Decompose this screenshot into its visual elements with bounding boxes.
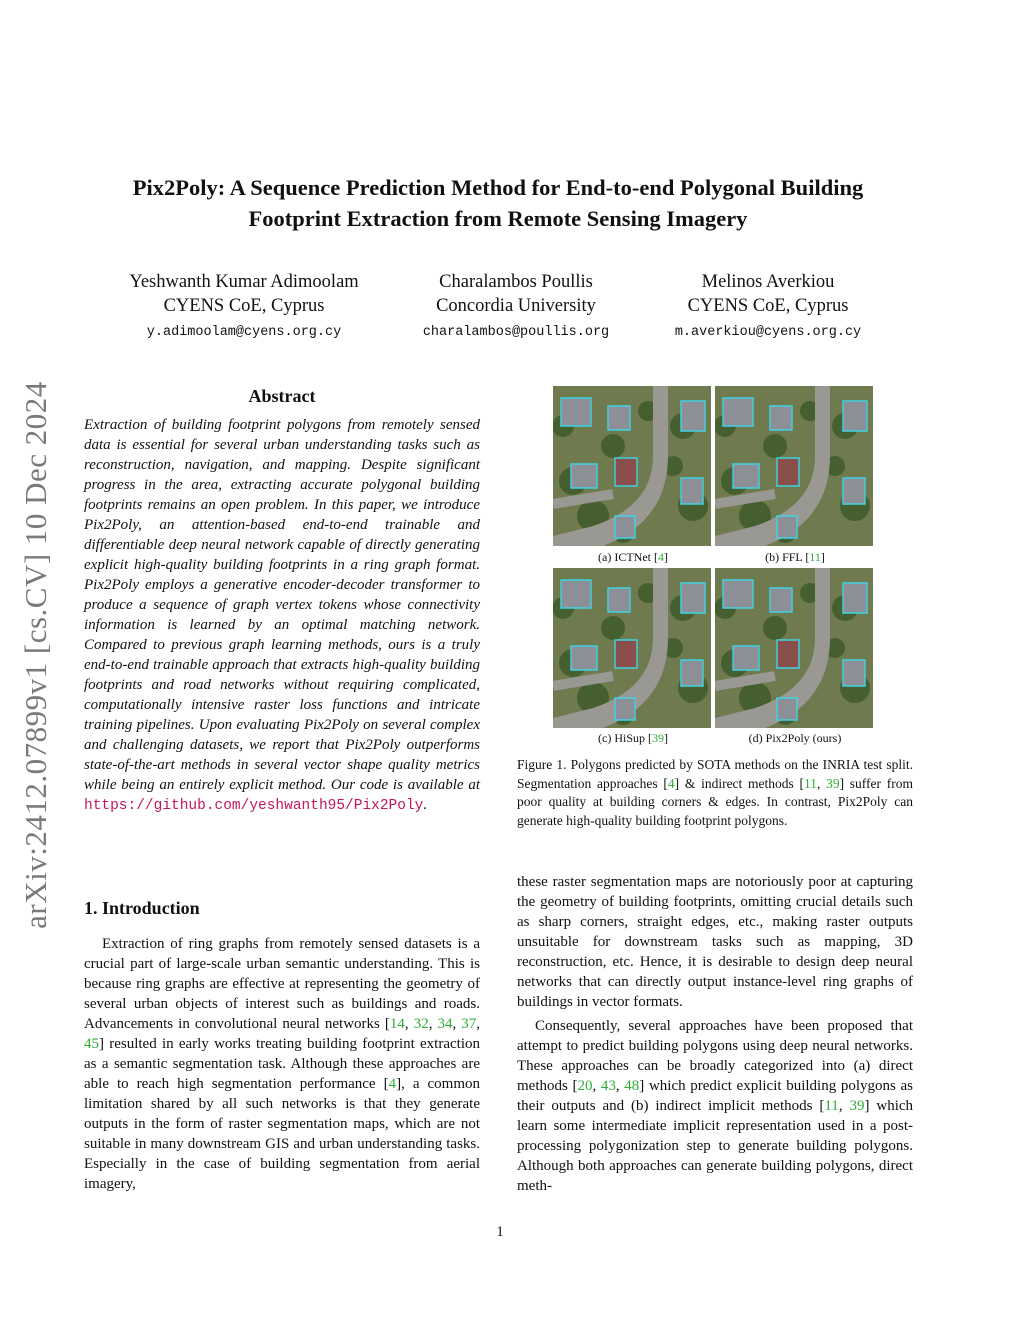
citation-link[interactable]: 4 <box>667 775 675 791</box>
page-number: 1 <box>496 1224 504 1240</box>
building-roof <box>843 478 865 504</box>
citation-link[interactable]: 4 <box>657 550 664 564</box>
citation-link[interactable]: 45 <box>84 1036 99 1052</box>
caption-text: Figure 1. Polygons predicted by SOTA methods on the INRIA test split. Segmentation approaches [ <box>517 757 913 791</box>
building-roof <box>615 640 637 668</box>
citation-link[interactable]: 4 <box>388 1076 397 1092</box>
caption-text: ] & indirect methods [ <box>674 775 804 791</box>
text-span: ], a common limitation shared by all such networks is that they generate outputs in the form of raster segmentation maps, which are not suitable in many downstream GIS and urban understanding tasks. Especially in the case of building segmentation from aerial imagery, <box>84 1076 481 1192</box>
introduction-text <box>84 934 480 1194</box>
tree-canopy <box>763 434 787 458</box>
title-line-2: Footprint Extraction from Remote Sensing Imagery <box>248 206 748 231</box>
building-roof <box>777 640 799 668</box>
subcaption-b <box>715 550 875 565</box>
building-roof <box>561 580 591 608</box>
building-roof <box>615 698 635 720</box>
citation-link[interactable]: 39 <box>826 775 840 791</box>
text-span: ] which predict explicit building polygons as their outputs and (b) indirect implicit methods [ <box>517 1078 913 1114</box>
tree-canopy <box>601 616 625 640</box>
body-paragraph: these raster segmentation maps are notoriously poor at capturing the geometry of building footprints, omitting crucial details such as sharp corners, straight edges, etc., making raster outputs unsuitable for downstream tasks such as mapping, 3D reconstruction, etc. Hence, it is desirable to design deep neural networks that can directly output instance-level ring graphs of buildings in vector formats. <box>517 874 913 1010</box>
abstract-body: Extraction of building footprint polygons from remotely sensed data is essential for several urban understanding tasks such as reconstruction, navigation, and mapping. Despite significant progress in the area, extracting accurate polygonal building footprints remains an open problem. In this paper, we introduce Pix2Poly, an attention-based end-to-end trainable and differentiable deep neural network capable of directly generating explicit high-quality building footprints in a ring graph format. Pix2Poly employs a generative encoder-decoder transformer to produce a sequence of graph vertex tokens whose connectivity information is learned by an optimal matching network. Compared to previous graph learning methods, ours is a truly end-to-end trainable approach that extracts high-quality building footprints and road networks without requiring complicated, computationally intensive raster loss functions and intricate training pipelines. Upon evaluating Pix2Poly on several complex and challenging datasets, we report that Pix2Poly outperforms state-of-the-art methods in several vector shape quality metrics while being an entirely explicit method. Our code is available at <box>84 417 480 793</box>
building-roof <box>571 464 597 488</box>
citation-link[interactable]: 11 <box>809 550 821 564</box>
citation-link[interactable]: 39 <box>652 731 664 745</box>
subcaption-label: (b) FFL [ <box>765 550 810 564</box>
abstract-heading: Abstract <box>248 386 316 406</box>
arxiv-identifier: arXiv:2412.07899v1 [cs.CV] 10 Dec 2024 <box>18 381 53 929</box>
building-roof <box>723 398 753 426</box>
aerial-panel-c <box>553 568 711 728</box>
text-span: Consequently, several approaches have been proposed that attempt to predict building polygons using deep neural networks. These approaches can be broadly categorized into (a) direct methods [ <box>517 1018 913 1094</box>
building-roof <box>571 646 597 670</box>
citation-link[interactable]: 34 <box>437 1016 453 1032</box>
subcaption-tail: ] <box>820 550 825 564</box>
code-link[interactable]: https://github.com/yeshwanth95/Pix2Poly <box>84 798 424 814</box>
author-name: Melinos Averkiou <box>701 272 835 292</box>
building-roof <box>843 660 865 686</box>
author-affiliation: Concordia University <box>436 296 596 316</box>
building-roof <box>615 516 635 538</box>
subcaption-c <box>553 731 713 746</box>
author-block-1 <box>94 270 394 345</box>
building-roof <box>843 583 867 613</box>
aerial-panel-b <box>714 386 873 546</box>
body-paragraph: Consequently, several approaches have been proposed that attempt to predict building polygons using deep neural networks. These approaches can be broadly categorized into (a) direct methods [20, 43, 48] which predict explicit building polygons as their outputs and (b) indirect implicit methods [11, 39] which learn some intermediate implicit representation used in a post-processing polygonization step to generate building polygons. Although both approaches can generate building polygons, direct meth- <box>517 1018 914 1194</box>
building-roof <box>608 406 630 430</box>
subcaption-label: (d) Pix2Poly (ours) <box>748 731 842 745</box>
citation-link[interactable]: 20 <box>577 1078 593 1094</box>
author-name: Charalambos Poullis <box>439 272 593 292</box>
building-roof <box>733 464 759 488</box>
building-roof <box>777 698 797 720</box>
citation-link[interactable]: 11 <box>824 1098 839 1114</box>
caption-text: ] suffer from poor quality at building corners & edges. In contrast, Pix2Poly can generate high-quality building footprint polygons. <box>517 775 913 828</box>
paper-title <box>90 172 906 234</box>
building-roof <box>843 401 867 431</box>
building-roof <box>733 646 759 670</box>
intro-paragraph: Extraction of ring graphs from remotely sensed datasets is a crucial part of large-scale urban semantic understanding. This is because ring graphs are effective at representing the geometry of several urban objects of interest such as buildings and roads. Advancements in convolutional neural networks [14, 32, 34, 37, 45] resulted in early works treating building footprint extraction as a semantic segmentation task. Although these approaches are able to reach high segmentation performance [4], a common limitation shared by all such networks is that they generate outputs in the form of raster segmentation maps, which are not suitable in many downstream GIS and urban understanding tasks. Especially in the case of building segmentation from aerial imagery, <box>84 936 481 1192</box>
subcaption-label: (a) ICTNet [ <box>598 550 658 564</box>
author-affiliation: CYENS CoE, Cyprus <box>687 296 849 316</box>
citation-link[interactable]: 39 <box>849 1098 865 1114</box>
author-email[interactable]: m.averkiou@cyens.org.cy <box>674 325 862 340</box>
figure-caption: Figure 1. Polygons predicted by SOTA methods on the INRIA test split. Segmentation approaches [4] & indirect methods [11, 39] suffer from poor quality at building corners & edges. In contrast, Pix2Poly can generate high-quality building footprint polygons. <box>517 757 913 828</box>
subcaption-label: (c) HiSup [ <box>598 731 652 745</box>
citation-link[interactable]: 32 <box>413 1016 429 1032</box>
text-span: Extraction of ring graphs from remotely sensed datasets is a crucial part of large-scale urban semantic understanding. This is because ring graphs are effective at representing the geometry of several urban objects of interest such as buildings and roads. Advancements in convolutional neural networks [ <box>84 936 480 1032</box>
author-email[interactable]: charalambos@poullis.org <box>422 325 610 340</box>
building-roof <box>681 401 705 431</box>
citation-link[interactable]: 48 <box>624 1078 640 1094</box>
author-block-3 <box>618 270 918 345</box>
aerial-panel-a <box>553 386 711 546</box>
subcaption-d <box>715 731 875 746</box>
tree-canopy <box>601 434 625 458</box>
citation-link[interactable]: 11 <box>803 775 817 791</box>
subcaption-tail: ] <box>664 731 668 745</box>
building-roof <box>681 583 705 613</box>
building-roof <box>608 588 630 612</box>
building-roof <box>770 406 792 430</box>
title-line-1: Pix2Poly: A Sequence Prediction Method for End-to-end Polygonal Building <box>132 175 864 200</box>
introduction-heading: 1. Introduction <box>84 898 200 918</box>
abstract-text: Extraction of building footprint polygons from remotely sensed data is essential for several urban understanding tasks such as reconstruction, navigation, and mapping. Despite significant progress in the area, extracting accurate polygonal building footprints remains an open problem. In this paper, we introduce Pix2Poly, an attention-based end-to-end trainable and differentiable deep neural network capable of directly generating explicit high-quality building footprints in a ring graph format. Pix2Poly employs a generative encoder-decoder transformer to produce a sequence of graph vertex tokens whose connectivity information is learned by an optimal matching network. Compared to previous graph learning methods, ours is a truly end-to-end trainable approach that extracts high-quality building footprints and road networks without requiring complicated, computationally intensive raster loss functions and intricate training pipelines. Upon evaluating Pix2Poly on several complex and challenging datasets, we report that Pix2Poly outperforms state-of-the-art methods in several vector shape quality metrics while being an entirely explicit method. Our code is available at https://github.com/yeshwanth95/Pix2Poly. <box>84 417 480 814</box>
aerial-panel-d <box>714 568 873 728</box>
building-roof <box>561 398 591 426</box>
building-roof <box>723 580 753 608</box>
building-roof <box>681 660 703 686</box>
author-affiliation: CYENS CoE, Cyprus <box>163 296 325 316</box>
building-roof <box>615 458 637 486</box>
building-roof <box>777 458 799 486</box>
building-roof <box>770 588 792 612</box>
right-column-text <box>517 872 913 1200</box>
text-span: ] which learn some intermediate implicit representation used in a post-processing polygonization step to generate building polygons. Although both approaches can generate building polygons, direct meth- <box>517 1098 914 1194</box>
tree-canopy <box>763 616 787 640</box>
citation-link[interactable]: 43 <box>600 1078 616 1094</box>
citation-link[interactable]: 37 <box>461 1016 477 1032</box>
building-roof <box>777 516 797 538</box>
author-email[interactable]: y.adimoolam@cyens.org.cy <box>146 325 342 340</box>
text-span: ] resulted in early works treating building footprint extraction as a semantic segmentation task. Although these approaches are able to reach high segmentation performance [ <box>84 1036 480 1092</box>
citation-link[interactable]: 14 <box>389 1016 405 1032</box>
subcaption-tail: ] <box>663 550 668 564</box>
building-roof <box>681 478 703 504</box>
subcaption-a <box>553 550 713 565</box>
author-name: Yeshwanth Kumar Adimoolam <box>129 272 359 292</box>
